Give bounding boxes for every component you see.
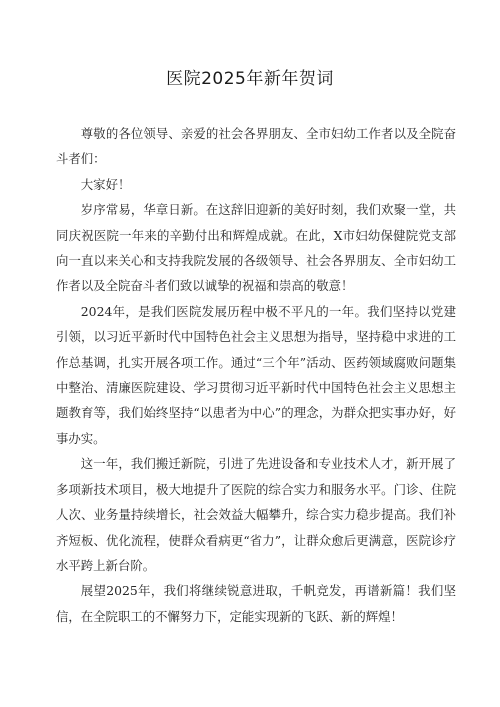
review-2024-paragraph: 2024年，是我们医院发展历程中极不平凡的一年。我们坚持以党建引领，以习近平新时代中国特色社会主义思想为指导，坚持稳中求进的工作总基调，扎实开展各项工作。通过“三个年”活动、医药领域腐败问题集中整治、清廉医院建设、学习贯彻习近平新时代中国特色社会主义思想主题教育等，我们始终坚持“以患者为中心”的理念，为群众把实事办好，好事办实。 (56, 303, 456, 446)
salutation-paragraph: 尊敬的各位领导、亲爱的社会各界朋友、全市妇幼工作者以及全院奋斗者们： (56, 126, 456, 167)
opening-paragraph: 岁序常易，华章日新。在这辞旧迎新的美好时刻，我们欢聚一堂，共同庆祝医院一年来的辛勤付出和辉煌成就。在此，X市妇幼保健院党支部向一直以来关心和支持我院发展的各级领导、社会各界朋友、全市妇幼工作者以及全院奋斗者们致以诚挚的祝福和崇高的敬意！ (56, 202, 456, 294)
achievements-paragraph: 这一年，我们搬迁新院，引进了先进设备和专业技术人才，新开展了多项新技术项目，极大地提升了医院的综合实力和服务水平。门诊、住院人次、业务量持续增长，社会效益大幅攀升，综合实力稳步提高。我们补齐短板、优化流程，使群众看病更“省力”，让群众愈后更满意，医院诊疗水平跨上新台阶。 (56, 456, 456, 573)
greeting-paragraph: 大家好！ (80, 176, 131, 192)
document-title: 医院2025年新年贺词 (166, 69, 334, 89)
document-body (56, 121, 456, 629)
outlook-2025-paragraph: 展望2025年，我们将继续锐意进取，千帆竞发，再谱新篇！我们坚信，在全院职工的不懈努力下，定能实现新的飞跃、新的辉煌！ (56, 583, 456, 624)
